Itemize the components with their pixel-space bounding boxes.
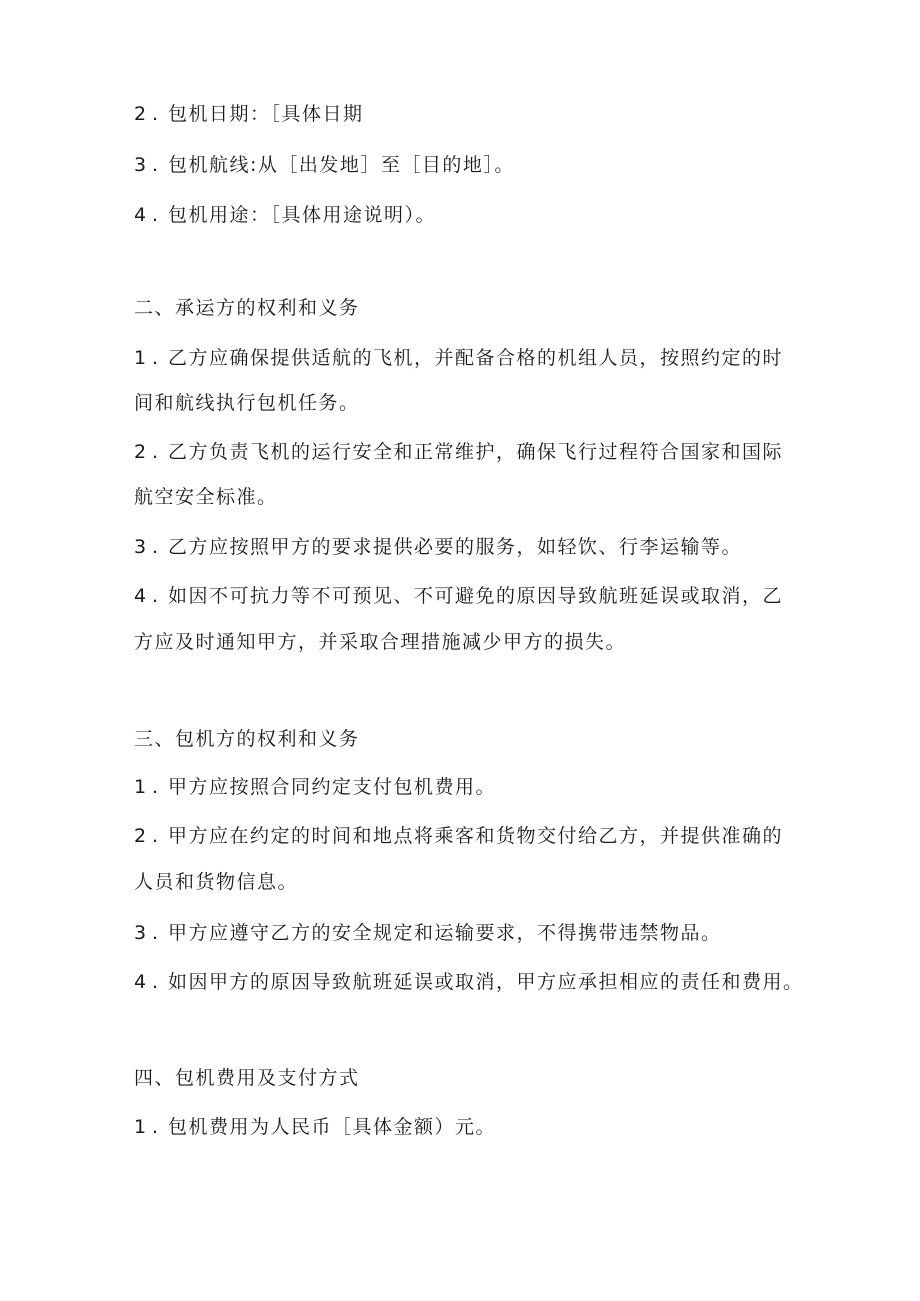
item-number: 4 <box>134 204 148 226</box>
section-heading: 四、包机费用及支付方式 <box>134 1067 360 1089</box>
item-number: 3 <box>134 154 148 176</box>
list-item <box>134 1115 496 1139</box>
item-text: 如因甲方的原因导致航班延误或取消，甲方应承担相应的责任和费用。 <box>168 971 804 993</box>
item-text: 甲方应遵守乙方的安全规定和运输要求，不得携带违禁物品。 <box>168 922 722 944</box>
list-item <box>134 153 515 177</box>
item-dot: . <box>152 103 160 125</box>
list-item <box>134 346 783 370</box>
item-text: 乙方应按照甲方的要求提供必要的服务，如轻饮、行李运输等。 <box>168 536 743 558</box>
list-item <box>134 970 804 994</box>
list-item <box>134 824 783 848</box>
list-item <box>134 584 783 608</box>
item-dot: . <box>152 1116 160 1138</box>
item-number: 2 <box>134 103 148 125</box>
item-dot: . <box>152 825 160 847</box>
item-number: 3 <box>134 536 148 558</box>
section-heading: 三、包机方的权利和义务 <box>134 728 360 750</box>
item-dot: . <box>152 776 160 798</box>
item-text: 乙方负责飞机的运行安全和正常维护，确保飞行过程符合国家和国际 <box>168 441 784 463</box>
item-continuation: 航空安全标准。 <box>134 486 278 508</box>
list-item <box>134 775 496 799</box>
item-number: 1 <box>134 1116 148 1138</box>
item-text: 甲方应在约定的时间和地点将乘客和货物交付给乙方，并提供准确的 <box>168 825 784 847</box>
item-dot: . <box>152 154 160 176</box>
item-text: 包机费用为人民币［具体金额）元。 <box>168 1116 497 1138</box>
item-text: 包机日期：［具体日期 <box>168 103 364 125</box>
item-dot: . <box>152 441 160 463</box>
item-number: 4 <box>134 585 148 607</box>
item-text: 包机用途：［具体用途说明）。 <box>168 204 437 226</box>
item-dot: . <box>152 585 160 607</box>
item-continuation: 间和航线执行包机任务。 <box>134 392 360 414</box>
item-number: 2 <box>134 441 148 463</box>
item-continuation: 人员和货物信息。 <box>134 871 299 893</box>
item-number: 1 <box>134 347 148 369</box>
item-dot: . <box>152 347 160 369</box>
item-text: 包机航线:从［出发地］至［目的地］。 <box>168 154 515 176</box>
item-number: 1 <box>134 776 148 798</box>
item-number: 3 <box>134 922 148 944</box>
list-item <box>134 440 783 464</box>
section-heading: 二、承运方的权利和义务 <box>134 297 360 319</box>
item-dot: . <box>152 536 160 558</box>
item-number: 2 <box>134 825 148 847</box>
list-item <box>134 102 364 126</box>
item-dot: . <box>152 204 160 226</box>
item-text: 如因不可抗力等不可预见、不可避免的原因导致航班延误或取消，乙 <box>168 585 784 607</box>
item-number: 4 <box>134 971 148 993</box>
list-item <box>134 921 722 945</box>
item-dot: . <box>152 971 160 993</box>
list-item <box>134 535 742 559</box>
item-dot: . <box>152 922 160 944</box>
list-item <box>134 203 436 227</box>
item-text: 乙方应确保提供适航的飞机，并配备合格的机组人员，按照约定的时 <box>168 347 784 369</box>
item-text: 甲方应按照合同约定支付包机费用。 <box>168 776 497 798</box>
item-continuation: 方应及时通知甲方，并采取合理措施减少甲方的损失。 <box>134 631 627 653</box>
